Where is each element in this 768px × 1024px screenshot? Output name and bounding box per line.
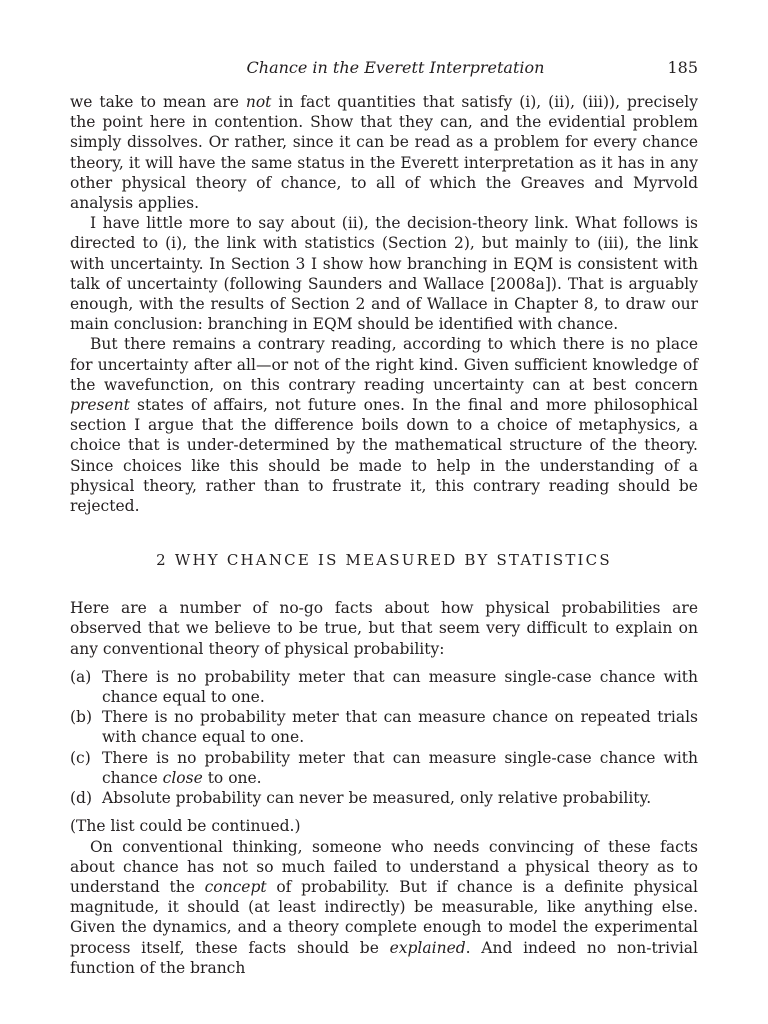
list-item-label: (d) xyxy=(70,789,93,808)
book-page xyxy=(70,56,698,978)
list-item-text: There is no probability meter that can measure single-case chance with chance close to one. xyxy=(102,748,698,787)
list-item xyxy=(70,667,698,707)
no-go-list xyxy=(70,667,698,808)
list-item-text: There is no probability meter that can measure chance on repeated trials with chance equal to one. xyxy=(102,708,698,747)
list-item-text: Absolute probability can never be measured, only relative probability. xyxy=(102,789,652,808)
paragraph-conventional-thinking: On conventional thinking, someone who needs convincing of these facts about chance has not so much failed to understand a physical theory as to understand the concept of probability. But if chance is a definite physical magnitude, it should (at least indirectly) be measurable, like anything else. Given the dynamics, and a theory complete enough to model the experimental process itself, these facts should be explained. And indeed no non-trivial function of the branch xyxy=(70,837,698,977)
running-title: Chance in the Everett Interpretation xyxy=(246,58,545,77)
list-item xyxy=(70,748,698,788)
list-item-label: (b) xyxy=(70,708,93,727)
list-item-text: There is no probability meter that can measure single-case chance with chance equal to one. xyxy=(102,667,698,707)
list-item xyxy=(70,788,698,808)
list-item xyxy=(70,707,698,747)
running-head xyxy=(70,56,698,80)
section-heading: 2 WHY CHANCE IS MEASURED BY STATISTICS xyxy=(156,551,612,570)
list-item-label: (c) xyxy=(70,748,91,767)
paragraph-decision-theory: I have little more to say about (ii), the decision-theory link. What follows is directed to (i), the link with statistics (Section 2), but mainly to (iii), the link with uncertainty. In Section 3 I show how branching in EQM is consistent with talk of uncertainty (following Saunders and Wallace [2008a]). That is arguably enough, with the results of Section 2 and of Wallace in Chapter 8, to draw our main conclusion: branching in EQM should be identified with chance. xyxy=(70,214,698,334)
paragraph-contrary-reading: But there remains a contrary reading, according to which there is no place for uncertainty after all—or not of the right kind. Given sufficient knowledge of the wavefunction, on this contrary reading uncertainty can at best concern present states of affairs, not future ones. In the final and more philosophical section I argue that the difference boils down to a choice of metaphysics, a choice that is under-determined by the mathematical structure of the theory. Since choices like this should be made to help in the understanding of a physical theory, rather than to frustrate it, this contrary reading should be rejected. xyxy=(70,335,698,516)
section-intro: Here are a number of no-go facts about how physical probabilities are observed that we believe to be true, but that seem very difficult to explain on any conventional theory of physical probability: xyxy=(70,599,698,658)
page-number: 185 xyxy=(667,58,698,77)
paragraph-continued: we take to mean are not in fact quantities that satisfy (i), (ii), (iii)), precisely the point here in contention. Show that they can, and the evidential problem simply dissolves. Or rather, since it can be read as a problem for every chance theory, it will have the same status in the Everett interpretation as it has in any other physical theory of chance, to all of which the Greaves and Myrvold analysis applies. xyxy=(70,93,698,213)
list-note: (The list could be continued.) xyxy=(70,817,301,836)
list-item-label: (a) xyxy=(70,667,92,686)
